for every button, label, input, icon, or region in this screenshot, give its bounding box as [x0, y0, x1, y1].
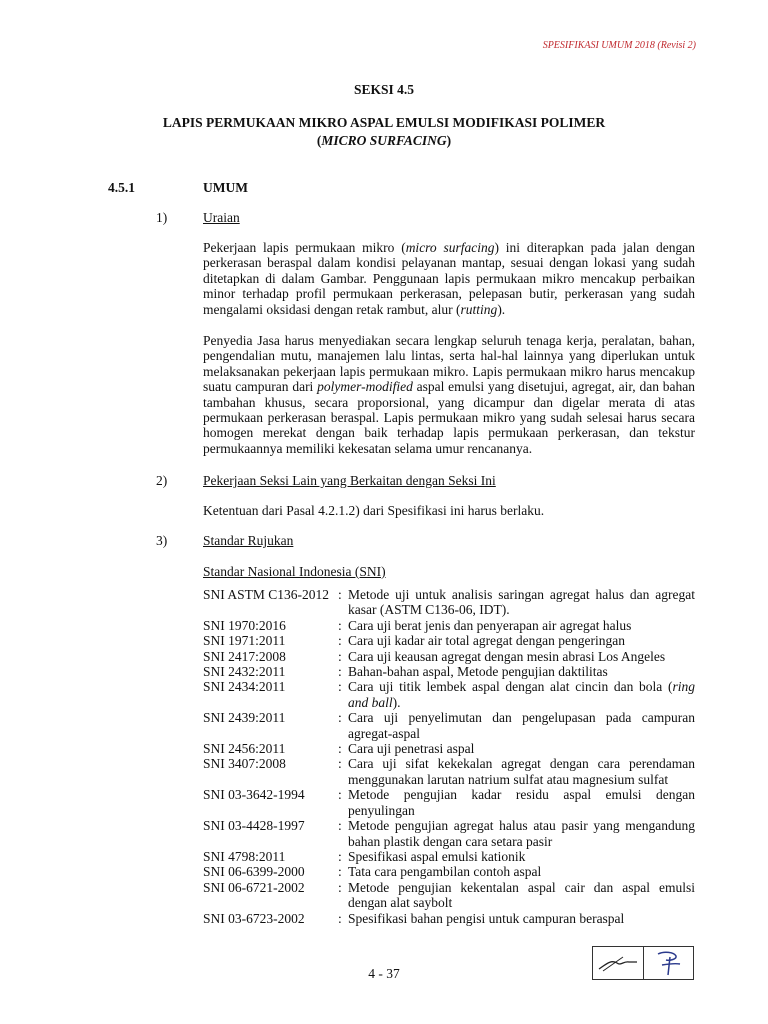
- list-item: [203, 633, 695, 648]
- list-item: [203, 649, 695, 664]
- separator-colon: :: [338, 587, 342, 602]
- standard-description: Metode uji untuk analisis saringan agregat halus dan agregat kasar (ASTM C136-06, IDT).: [348, 587, 695, 618]
- title-paren-close: ): [446, 133, 452, 148]
- p1-text-e: ).: [497, 301, 506, 317]
- spec-header-note: SPESIFIKASI UMUM 2018 (Revisi 2): [542, 40, 696, 51]
- list-item: [203, 679, 695, 710]
- standard-code: SNI 4798:2011: [203, 848, 286, 864]
- separator-colon: :: [338, 741, 342, 757]
- p2-italic-term: polymer-modified: [317, 379, 413, 395]
- title-english-term: MICRO SURFACING: [321, 133, 447, 148]
- list-item: [203, 710, 695, 741]
- page-number: 4 - 37: [368, 966, 400, 981]
- separator-colon: :: [338, 818, 342, 834]
- list-item: [203, 787, 695, 818]
- separator-colon: :: [338, 710, 342, 726]
- subsection-number: 4.5.1: [108, 180, 135, 195]
- separator-colon: :: [338, 879, 342, 895]
- standard-description: Cara uji sifat kekekalan agregat dengan cara perendaman menggunakan larutan natrium sulfat atau magnesium sulfat: [348, 756, 695, 787]
- subsection-name: UMUM: [203, 180, 248, 195]
- separator-colon: :: [338, 787, 342, 803]
- paragraph-uraian-1: [203, 240, 695, 317]
- list-item: [203, 587, 695, 618]
- standard-description: Metode pengujian kadar residu aspal emulsi dengan penyulingan: [348, 787, 695, 818]
- standard-description: Cara uji kadar air total agregat dengan pengeringan: [348, 633, 626, 649]
- list-item: [203, 849, 695, 864]
- standard-code: SNI 2439:2011: [203, 710, 286, 726]
- initials-icon: [644, 947, 694, 979]
- desc-italic-term: ring and ball: [348, 679, 695, 710]
- signature-cell-1: [593, 947, 643, 979]
- list-item: [203, 741, 695, 756]
- item-number-3: 3): [156, 533, 168, 548]
- separator-colon: :: [338, 679, 342, 695]
- separator-colon: :: [338, 633, 342, 649]
- item-number-2: 2): [156, 473, 168, 488]
- section-title: [0, 114, 768, 150]
- standard-description: Cara uji penetrasi aspal: [348, 741, 475, 757]
- section-title-line2: [0, 132, 768, 150]
- standard-description: Bahan-bahan aspal, Metode pengujian daktilitas: [348, 664, 608, 680]
- separator-colon: :: [338, 864, 342, 880]
- list-item: [203, 664, 695, 679]
- paragraph-related-sections: Ketentuan dari Pasal 4.2.1.2) dari Spesifikasi ini harus berlaku.: [203, 503, 545, 518]
- standard-code: SNI 2432:2011: [203, 664, 286, 680]
- list-item: [203, 818, 695, 849]
- standard-code: SNI 2434:2011: [203, 679, 286, 695]
- title-paren-open: (: [316, 133, 322, 148]
- standard-code: SNI 1971:2011: [203, 633, 286, 649]
- desc-text-end: ).: [392, 694, 401, 710]
- signature-cell-2: [643, 947, 694, 979]
- separator-colon: :: [338, 848, 342, 864]
- list-item: [203, 911, 695, 926]
- standard-code: SNI 2456:2011: [203, 741, 286, 757]
- list-item: [203, 880, 695, 911]
- list-item: [203, 864, 695, 879]
- item-heading-reference-standards: Standar Rujukan: [203, 533, 294, 548]
- standard-code: SNI 06-6721-2002: [203, 879, 305, 895]
- separator-colon: :: [338, 648, 342, 664]
- standard-code: SNI 03-3642-1994: [203, 787, 305, 803]
- section-title-line1: LAPIS PERMUKAAN MIKRO ASPAL EMULSI MODIFIKASI POLIMER: [162, 115, 606, 130]
- list-item: [203, 618, 695, 633]
- standard-code: SNI 03-4428-1997: [203, 818, 305, 834]
- p1-italic-rutting: rutting: [460, 301, 498, 317]
- standard-description: Metode pengujian agregat halus atau pasir yang mengandung bahan plastik dengan cara setara pasir: [348, 818, 695, 849]
- p1-text-c: ) ini diterapkan pada jalan dengan perkerasan beraspal dalam kondisi pelayanan mantap, sesuai dengan lokasi yang sudah ditetapkan di dalam Gambar. Penggunaan lapis permukaan mikro mencakup perbaikan minor terhadap profil permukaan perkerasan, pelepasan butir, perkerasan yang sudah mengalami oksidasi dengan retak rambut, alur (: [203, 240, 695, 317]
- p2-text-c: aspal emulsi yang disetujui, agregat, air, dan bahan tambahan khusus, secara proporsional, yang dicampur dan digelar merata di atas permukaan perkerasan beraspal. Lapis permukaan mikro yang sudah selesai harus secara homogen merekat dengan baik terhadap lapis permukaan perkerasan, dan tekstur permukaannya memiliki kekesatan selama umur rencananya.: [203, 379, 696, 456]
- paragraph-uraian-2: [203, 333, 695, 456]
- item-number-1: 1): [156, 210, 168, 225]
- standards-list: [203, 587, 695, 926]
- separator-colon: :: [338, 756, 342, 772]
- separator-colon: :: [338, 617, 342, 633]
- signature-icon: [593, 947, 643, 979]
- sni-heading: Standar Nasional Indonesia (SNI): [203, 564, 386, 579]
- p2-text-a: Penyedia Jasa harus menyediakan secara lengkap seluruh tenaga kerja, peralatan, bahan, pengendalian mutu, manajemen lalu lintas, serta hal-hal lainnya yang diperlukan untuk melaksanakan pekerjaan lapis permukaan mikro. Lapis permukaan mikro harus mencakup suatu campuran dari: [203, 333, 695, 395]
- standard-description: Cara uji berat jenis dan penyerapan air agregat halus: [348, 617, 632, 633]
- standard-code: SNI 2417:2008: [203, 648, 286, 664]
- separator-colon: :: [338, 664, 342, 680]
- standard-code: SNI 03-6723-2002: [203, 910, 305, 926]
- standard-code: SNI 06-6399-2000: [203, 864, 305, 880]
- standard-code: SNI 1970:2016: [203, 617, 286, 633]
- list-item: [203, 756, 695, 787]
- item-heading-related-sections: Pekerjaan Seksi Lain yang Berkaitan dengan Seksi Ini: [203, 473, 496, 488]
- standard-description: [346, 679, 695, 710]
- item-heading-uraian: Uraian: [203, 210, 240, 225]
- standard-description: Cara uji penyelimutan dan pengelupasan pada campuran agregat-aspal: [348, 710, 695, 741]
- desc-text: Cara uji titik lembek aspal dengan alat cincin dan bola (: [348, 679, 673, 695]
- standard-description: Cara uji keausan agregat dengan mesin abrasi Los Angeles: [348, 648, 666, 664]
- standard-description: Tata cara pengambilan contoh aspal: [348, 864, 542, 880]
- standard-description: Spesifikasi bahan pengisi untuk campuran beraspal: [348, 910, 625, 926]
- initials-box: [592, 946, 694, 980]
- p1-italic-term: micro surfacing: [405, 240, 495, 255]
- p1-text-a: Pekerjaan lapis permukaan mikro (: [203, 240, 406, 255]
- standard-code: SNI ASTM C136-2012: [203, 587, 330, 602]
- separator-colon: :: [338, 910, 342, 926]
- section-label: SEKSI 4.5: [353, 82, 415, 97]
- standard-description: Spesifikasi aspal emulsi kationik: [348, 848, 526, 864]
- standard-code: SNI 3407:2008: [203, 756, 286, 772]
- standard-description: Metode pengujian kekentalan aspal cair dan aspal emulsi dengan alat saybolt: [348, 879, 695, 911]
